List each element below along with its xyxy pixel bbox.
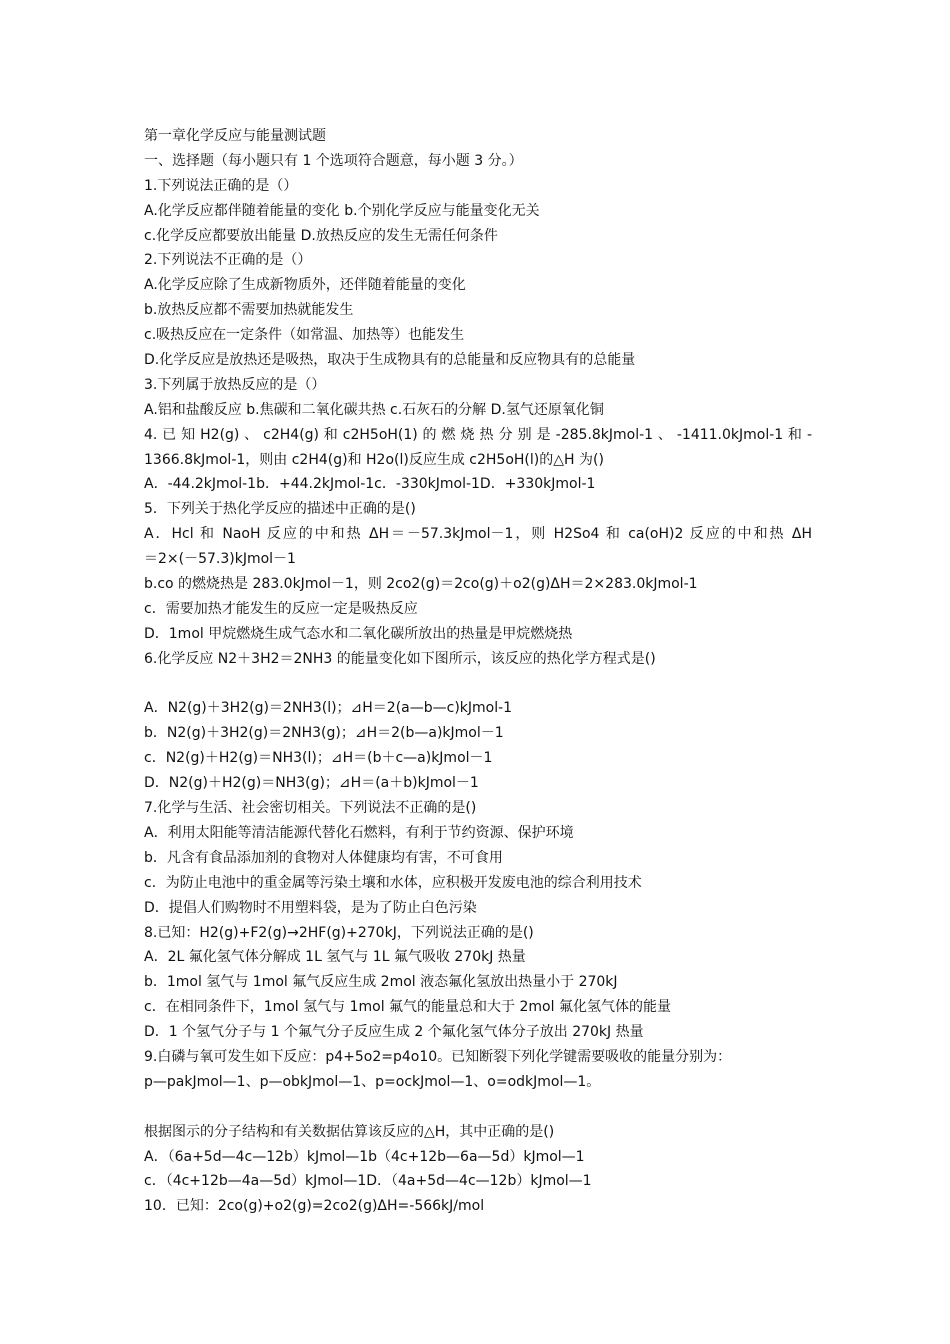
question-2-option-c: c.吸热反应在一定条件（如常温、加热等）也能发生	[144, 327, 465, 344]
question-9-figure-space	[144, 1095, 812, 1120]
question-7-option-d: D．提倡人们购物时不用塑料袋，是为了防止白色污染	[144, 899, 477, 916]
question-5-option-b: b.co 的燃烧热是 283.0kJmol－1，则 2co2(g)＝2co(g)＋o2(g)ΔH＝2×283.0kJmol-1	[144, 576, 698, 593]
document-body	[144, 124, 812, 1219]
question-5-option-a-line-2: ＝2×(－57.3)kJmol－1	[144, 551, 296, 568]
question-8-option-b: b．1mol 氢气与 1mol 氟气反应生成 2mol 液态氟化氢放出热量小于 270kJ	[144, 974, 618, 991]
question-7-option-b: b．凡含有食品添加剂的食物对人体健康均有害，不可食用	[144, 849, 503, 866]
question-5-option-d: D．1mol 甲烷燃烧生成气态水和二氧化碳所放出的热量是甲烷燃烧热	[144, 625, 573, 642]
question-6-stem: 6.化学反应 N2＋3H2＝2NH3 的能量变化如下图所示，该反应的热化学方程式是()	[144, 650, 656, 667]
question-2-stem: 2.下列说法不正确的是（）	[144, 252, 312, 269]
question-7-stem: 7.化学与生活、社会密切相关。下列说法不正确的是()	[144, 800, 477, 817]
question-6-option-c: c．N2(g)＋H2(g)＝NH3(l)；⊿H＝(b＋c—a)kJmol－1	[144, 750, 493, 767]
question-1-options-ab: A.化学反应都伴随着能量的变化 b.个别化学反应与能量变化无关	[144, 202, 540, 219]
question-2-option-a: A.化学反应除了生成新物质外，还伴随着能量的变化	[144, 277, 466, 294]
document-title: 第一章化学反应与能量测试题	[144, 128, 326, 144]
question-10-stem: 10．已知：2co(g)+o2(g)=2co2(g)ΔH=-566kJ/mol	[144, 1198, 485, 1215]
question-6-option-b: b．N2(g)＋3H2(g)＝2NH3(g)；⊿H＝2(b—a)kJmol－1	[144, 725, 504, 742]
question-4-options: A．-44.2kJmol-1b．+44.2kJmol-1c．-330kJmol-1D．+330kJmol-1	[144, 476, 596, 493]
question-1-options-cd: c.化学反应都要放出能量 D.放热反应的发生无需任何条件	[144, 227, 498, 244]
question-4-stem-line-2: 1366.8kJmol-1，则由 c2H4(g)和 H2o(l)反应生成 c2H5oH(l)的△H 为()	[144, 451, 604, 468]
question-8-stem: 8.已知：H2(g)+F2(g)→2HF(g)+270kJ，下列说法正确的是()	[144, 924, 534, 941]
question-3-options: A.铝和盐酸反应 b.焦碳和二氧化碳共热 c.石灰石的分解 D.氢气还原氧化铜	[144, 401, 604, 418]
question-5-option-a-line-1: A．Hcl 和 NaoH 反应的中和热 ΔH＝－57.3kJmol－1，则 H2So4 和 ca(oH)2 反应的中和热 ΔH	[144, 526, 812, 543]
question-5-option-c: c．需要加热才能发生的反应一定是吸热反应	[144, 600, 418, 617]
question-8-option-a: A．2L 氟化氢气体分解成 1L 氢气与 1L 氟气吸收 270kJ 热量	[144, 949, 526, 966]
question-8-option-d: D．1 个氢气分子与 1 个氟气分子反应生成 2 个氟化氢气体分子放出 270kJ 热量	[144, 1024, 644, 1041]
question-6-option-a: A．N2(g)＋3H2(g)＝2NH3(l)；⊿H＝2(a—b—c)kJmol-1	[144, 700, 513, 717]
question-2-option-b: b.放热反应都不需要加热就能发生	[144, 302, 354, 319]
question-6-option-d: D．N2(g)＋H2(g)＝NH3(g)；⊿H＝(a＋b)kJmol－1	[144, 775, 479, 792]
question-9-stem-line-1: 9.白磷与氧可发生如下反应：p4+5o2=p4o10。已知断裂下列化学键需要吸收的能量分别为：	[144, 1048, 732, 1065]
question-3-stem: 3.下列属于放热反应的是（）	[144, 376, 326, 393]
question-9-options-cd: c．（4c+12b—4a—5d）kJmol—1D．（4a+5d—4c—12b）kJmol—1	[144, 1173, 592, 1190]
question-9-stem-line-2: p—pakJmol—1、p—obkJmol—1、p=ockJmol—1、o=odkJmol—1。	[144, 1073, 601, 1090]
question-7-option-a: A．利用太阳能等清洁能源代替化石燃料，有利于节约资源、保护环境	[144, 824, 574, 841]
question-1-stem: 1.下列说法正确的是（）	[144, 177, 298, 194]
question-8-option-c: c．在相同条件下，1mol 氢气与 1mol 氟气的能量总和大于 2mol 氟化氢气体的能量	[144, 999, 671, 1016]
section-heading: 一、选择题（每小题只有 1 个选项符合题意，每小题 3 分。）	[144, 152, 523, 169]
question-6-figure-space	[144, 672, 812, 697]
question-9-stem-line-3: 根据图示的分子结构和有关数据估算该反应的△H，其中正确的是()	[144, 1123, 555, 1140]
question-4-stem-line-1: 4. 已 知 H2(g) 、 c2H4(g) 和 c2H5oH(1) 的 燃 烧 热 分 别 是 -285.8kJmol-1 、 -1411.0kJmol-1 和 -	[144, 426, 812, 443]
question-2-option-d: D.化学反应是放热还是吸热，取决于生成物具有的总能量和反应物具有的总能量	[144, 352, 636, 369]
question-7-option-c: c．为防止电池中的重金属等污染土壤和水体，应积极开发废电池的综合利用技术	[144, 874, 642, 891]
question-5-stem: 5．下列关于热化学反应的描述中正确的是()	[144, 501, 416, 518]
question-9-options-ab: A．（6a+5d—4c—12b）kJmol—1b（4c+12b—6a—5d）kJmol—1	[144, 1148, 585, 1165]
